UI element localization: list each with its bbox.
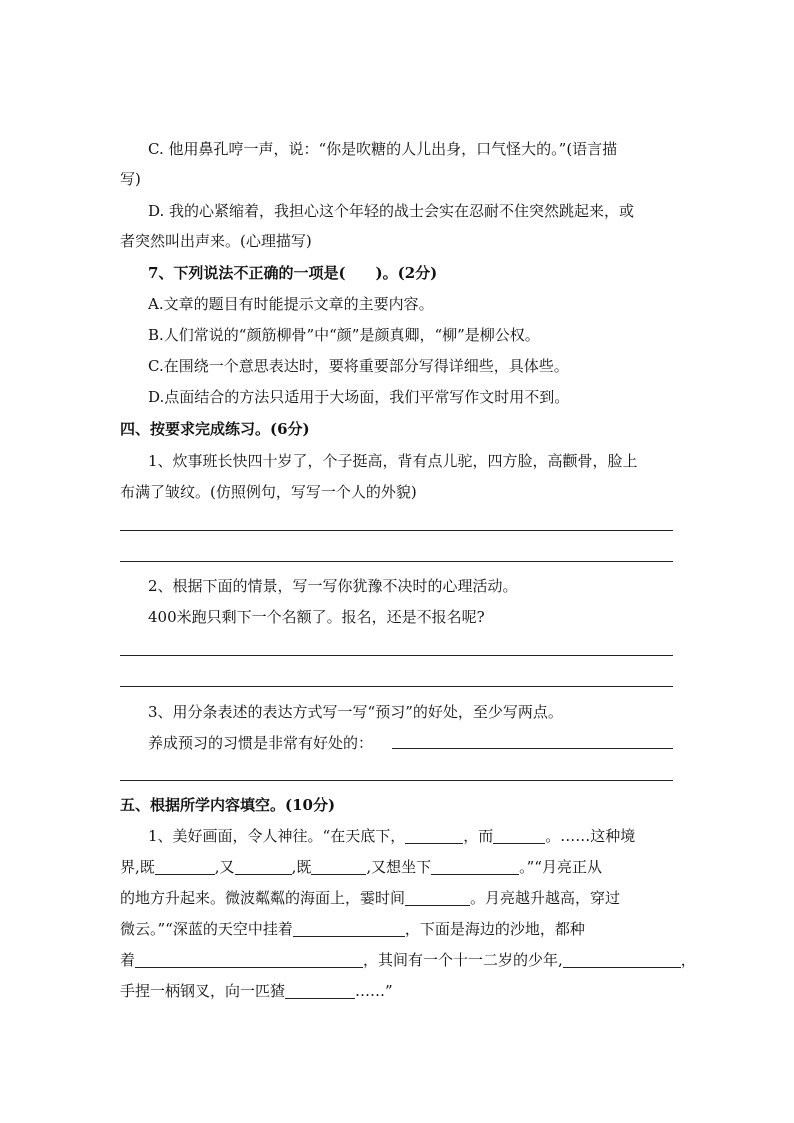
- s5-line5: 着 ，其间有一个十一二岁的少年, ，: [120, 951, 696, 969]
- fill-blank[interactable]: [235, 858, 292, 875]
- answer-line[interactable]: [120, 686, 673, 687]
- answer-line[interactable]: [120, 780, 673, 781]
- section5-heading: 五、根据所学内容填空。(10分): [120, 796, 336, 814]
- s4-item2-line1: 2、根据下面的情景，写一写你犹豫不决时的心理活动。: [148, 577, 518, 595]
- q6-option-d-line2: 者突然叫出声来。(心理描写): [120, 232, 312, 250]
- fill-blank[interactable]: [285, 982, 355, 999]
- q7-option-c: C.在围绕一个意思表达时，要将重要部分写得详细些，具体些。: [148, 357, 569, 375]
- answer-line[interactable]: [392, 748, 673, 749]
- s4-item1-line1: 1、炊事班长快四十岁了，个子挺高，背有点儿驼，四方脸，高颧骨，脸上: [148, 452, 638, 470]
- q7-option-a: A.文章的题目有时能提示文章的主要内容。: [148, 295, 434, 313]
- fill-blank[interactable]: [155, 858, 215, 875]
- answer-line[interactable]: [120, 530, 673, 531]
- s4-item3-line2: 养成预习的习惯是非常有好处的：: [148, 734, 374, 752]
- fill-blank[interactable]: [431, 858, 519, 875]
- s4-item1-line2: 布满了皱纹。(仿照例句，写写一个人的外貌): [120, 483, 417, 501]
- answer-line[interactable]: [120, 655, 673, 656]
- s4-item2-line2: 400米跑只剩下一个名额了。报名，还是不报名呢?: [148, 608, 485, 626]
- section4-heading: 四、按要求完成练习。(6分): [120, 420, 310, 438]
- fill-blank[interactable]: [293, 920, 405, 937]
- fill-blank[interactable]: [563, 951, 681, 968]
- fill-blank[interactable]: [135, 951, 363, 968]
- s5-line6: 手捏一柄钢叉，向一匹猹 ……”: [120, 982, 393, 1000]
- q7-option-b: B.人们常说的“颜筋柳骨”中“颜”是颜真卿，“柳”是柳公权。: [148, 326, 540, 344]
- q6-option-d-line1: D. 我的心紧缩着，我担心这个年轻的战士会实在忍耐不住突然跳起来，或: [148, 202, 635, 220]
- fill-blank[interactable]: [405, 889, 470, 906]
- q6-option-c-line2: 写): [120, 170, 141, 188]
- s5-line3: 的地方升起来。微波粼粼的海面上，霎时间 。月亮越升越高，穿过: [120, 889, 621, 907]
- s5-line2: 界,既 ,又 ,既 ,又想坐下 。”“月亮正从: [120, 858, 602, 876]
- fill-blank[interactable]: [405, 827, 463, 844]
- s5-line1: 1、美好画面，令人神往。“在天底下， ，而 。……这种境: [148, 827, 636, 845]
- fill-blank[interactable]: [311, 858, 366, 875]
- q7-option-d: D.点面结合的方法只适用于大场面，我们平常写作文时用不到。: [148, 388, 570, 406]
- answer-line[interactable]: [120, 561, 673, 562]
- s4-item3-line1: 3、用分条表述的表达方式写一写“预习”的好处，至少写两点。: [148, 703, 563, 721]
- fill-blank[interactable]: [493, 827, 545, 844]
- q7-question: 7、下列说法不正确的一项是( )。(2分): [148, 264, 438, 282]
- s5-line4: 微云。”“深蓝的天空中挂着 ，下面是海边的沙地，都种: [120, 920, 585, 938]
- q6-option-c-line1: C. 他用鼻孔哼一声，说：“你是吹糖的人儿出身，口气怪大的。”(语言描: [148, 140, 618, 158]
